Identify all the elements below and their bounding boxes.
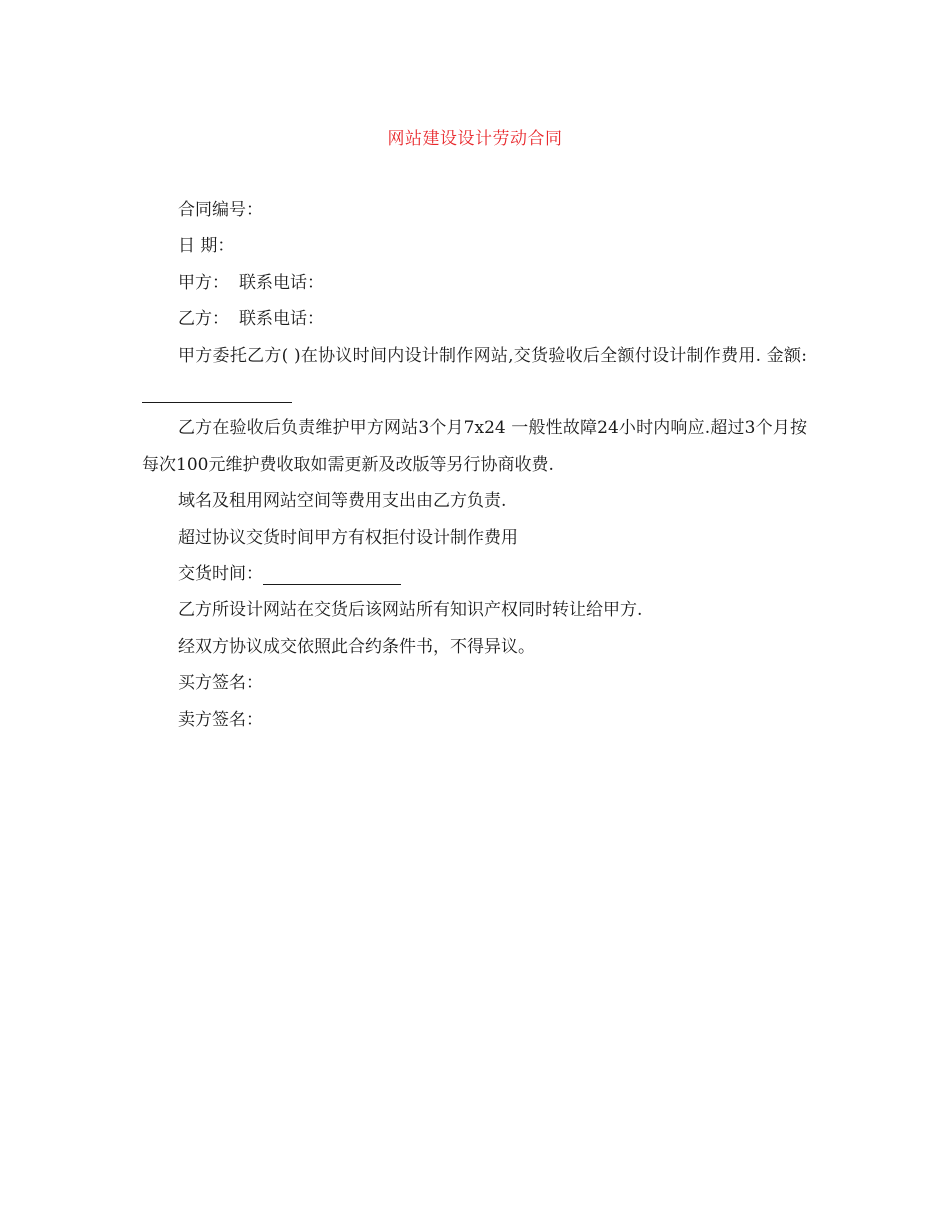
- delivery-time-blank[interactable]: [263, 564, 401, 585]
- agreement-text: 经双方协议成交依照此合约条件书，不得异议。: [178, 636, 535, 657]
- party-b-line: [142, 301, 807, 337]
- delivery-time-label: 交货时间：: [178, 564, 263, 585]
- buyer-signature-line: [142, 665, 807, 701]
- date-line: [142, 228, 807, 264]
- seller-signature-line: [142, 702, 807, 738]
- buyer-signature-label: 买方签名：: [178, 673, 263, 694]
- commission-text: 甲方委托乙方( )在协议时间内设计制作网站,交货验收后全额付设计制作费用.: [178, 345, 762, 366]
- domain-text: 域名及租用网站空间等费用支出由乙方负责.: [178, 491, 507, 512]
- document-title: 网站建设设计劳动合同: [387, 129, 563, 149]
- contract-number-label: 合同编号：: [178, 200, 263, 220]
- party-b-phone-label: 联系电话：: [239, 309, 324, 330]
- agreement-paragraph: [142, 629, 807, 665]
- ip-paragraph: [142, 592, 807, 628]
- party-a-phone-label: 联系电话：: [239, 272, 324, 293]
- amount-label: 金额:: [766, 345, 807, 366]
- maintenance-paragraph: [142, 410, 807, 483]
- party-a-label: 甲方：: [178, 272, 229, 293]
- ip-text: 乙方所设计网站在交货后该网站所有知识产权同时转让给甲方.: [178, 600, 643, 621]
- date-label: 日 期：: [178, 236, 235, 257]
- amount-blank[interactable]: [142, 382, 292, 403]
- commission-paragraph: [142, 338, 807, 411]
- overdue-paragraph: [142, 520, 807, 556]
- delivery-time-line: [142, 556, 807, 592]
- document-body: [142, 192, 807, 738]
- domain-paragraph: [142, 483, 807, 519]
- party-b-label: 乙方：: [178, 309, 229, 330]
- seller-signature-label: 卖方签名：: [178, 709, 263, 730]
- contract-number-line: [142, 192, 807, 228]
- overdue-text: 超过协议交货时间甲方有权拒付设计制作费用: [178, 527, 518, 548]
- party-a-line: [142, 265, 807, 301]
- maintenance-text: 乙方在验收后负责维护甲方网站3个月7x24 一般性故障24小时内响应.超过3个月按每次100元维护费收取如需更新及改版等另行协商收费.: [142, 418, 807, 475]
